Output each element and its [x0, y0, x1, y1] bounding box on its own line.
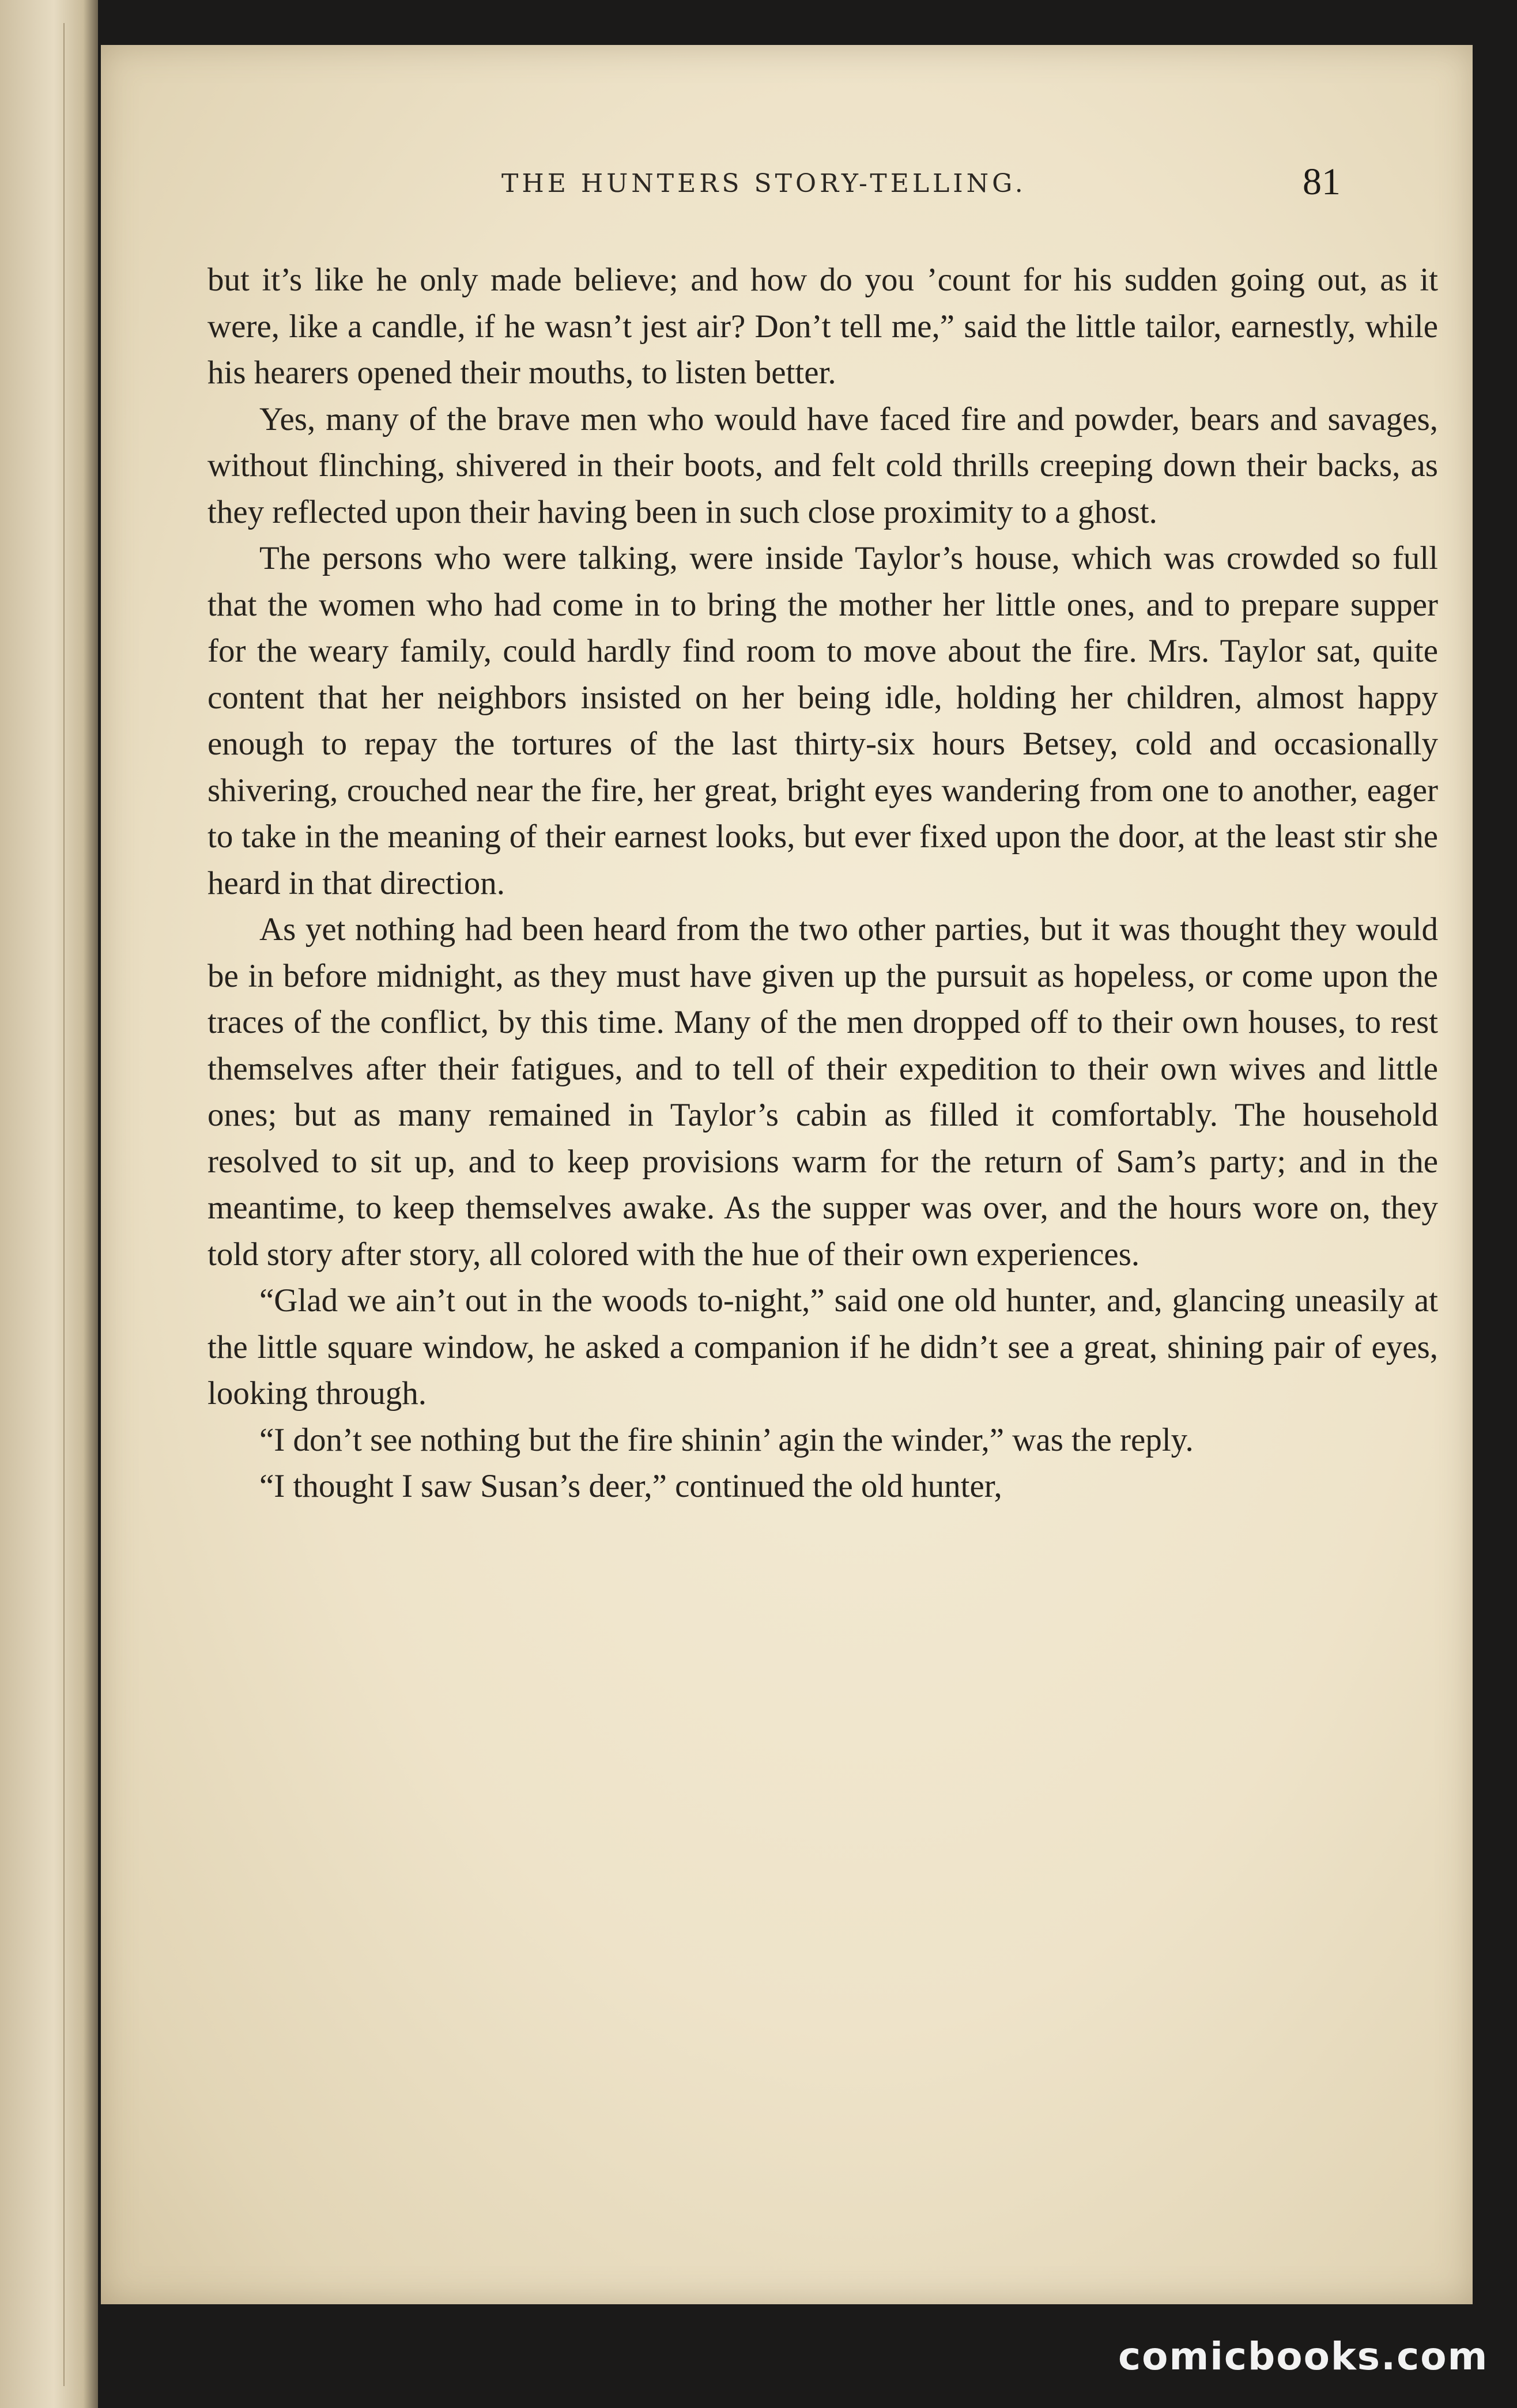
previous-page-edge — [0, 0, 98, 2408]
paragraph-4: As yet nothing had been heard from the two other parties, but it was thought they would be in before midnight, as they must have given up the pursuit as hopeless, or come upon the traces of the conflict, by this time. Many of the men dropped off to their own houses, to rest themselves after their fatigues, and to tell of their expedition to their own wives and little ones; but as many remained in Taylor’s cabin as filled it comfortably. The household resolved to sit up, and to keep provisions warm for the return of Sam’s party; and in the meantime, to keep themselves awake. As the supper was over, and the hours wore on, they told story after story, all colored with the hue of their own experiences. — [207, 911, 1438, 1273]
paragraph-6: “I don’t see nothing but the fire shinin’ agin the winder,” was the reply. — [259, 1421, 1194, 1458]
page-header — [101, 45, 1473, 203]
page-fold-line — [63, 23, 65, 2386]
paragraph-7: “I thought I saw Susan’s deer,” continued the old hunter, — [259, 1468, 1002, 1504]
watermark: comicbooks.com — [1118, 2334, 1489, 2379]
paragraph-1: but it’s like he only made believe; and how do you ’count for his sudden going out, as it were, like a candle, if he wasn’t jest air? Don’t tell me,” said the little tailor, earnestly, while his hearers opened their mouths, to listen better. — [207, 262, 1438, 391]
book-page — [101, 45, 1473, 2304]
paragraph-3: The persons who were talking, were inside Taylor’s house, which was crowded so full that the women who had come in to bring the mother her little ones, and to prepare supper for the weary family, could hardly find room to move about the fire. Mrs. Taylor sat, quite content that her neighbors insisted on her being idle, holding her children, almost happy enough to repay the tortures of the last thirty-six hours Betsey, cold and occasionally shivering, crouched near the fire, her great, bright eyes wandering from one to another, eager to take in the meaning of their earnest looks, but ever fixed upon the door, at the least stir she heard in that direction. — [207, 540, 1438, 901]
page-body — [207, 257, 1438, 1510]
paragraph-2: Yes, many of the brave men who would have faced fire and powder, bears and savages, without flinching, shivered in their boots, and felt cold thrills creeping down their backs, as they reflected upon their having been in such close proximity to a ghost. — [207, 401, 1438, 530]
running-title: THE HUNTERS STORY-TELLING. — [501, 169, 1027, 198]
page-number: 81 — [1303, 161, 1341, 203]
paragraph-5: “Glad we ain’t out in the woods to-night,” said one old hunter, and, glancing uneasily at the little square window, he asked a companion if he didn’t see a great, shining pair of eyes, looking through. — [207, 1282, 1438, 1411]
